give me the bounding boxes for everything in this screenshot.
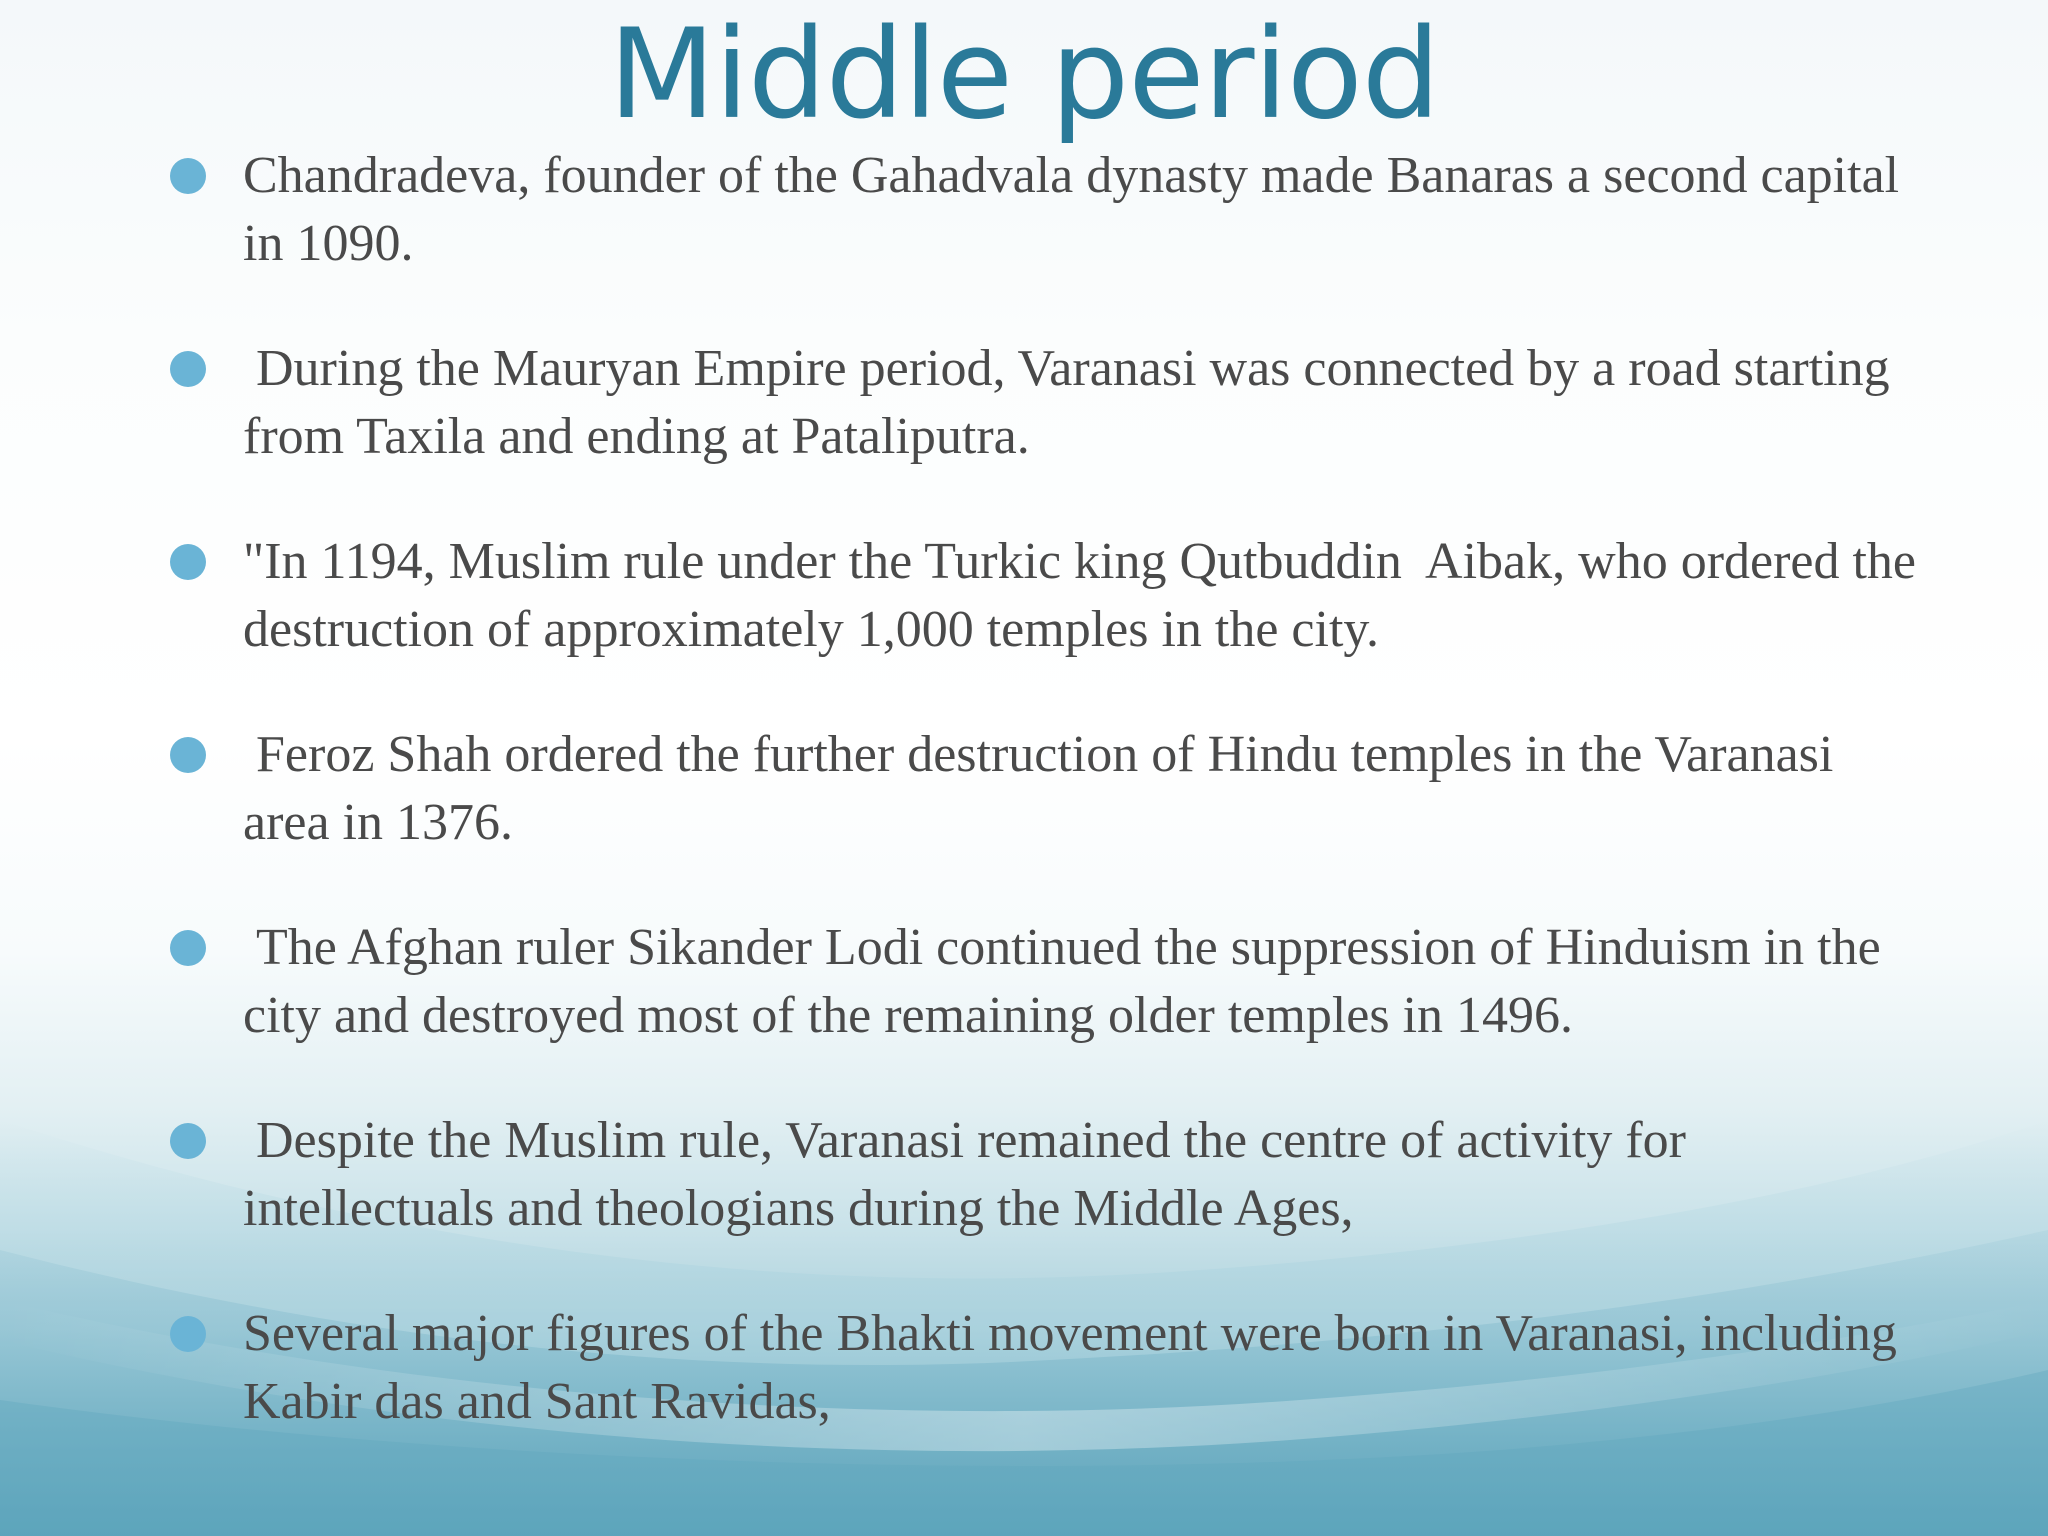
bullet-dot-icon bbox=[170, 158, 206, 194]
bullet-text: Despite the Muslim rule, Varanasi remained the centre of activity for intellectuals and theologians during the Middle Ages, bbox=[243, 1112, 1699, 1237]
bullet-item bbox=[170, 335, 1930, 528]
bullet-item bbox=[170, 142, 1930, 335]
slide-title: Middle period bbox=[608, 3, 1440, 147]
bullet-item bbox=[170, 914, 1930, 1107]
bullet-dot-icon bbox=[170, 737, 206, 773]
bullet-text: Several major figures of the Bhakti movement were born in Varanasi, including Kabir das and Sant Ravidas, bbox=[243, 1305, 1910, 1430]
bullet-text: The Afghan ruler Sikander Lodi continued the suppression of Hinduism in the city and destroyed most of the remaining older temples in 1496. bbox=[243, 919, 1894, 1044]
bullet-dot-icon bbox=[170, 1123, 206, 1159]
bullet-item bbox=[170, 528, 1930, 721]
bullet-item bbox=[170, 1107, 1930, 1300]
bullet-list bbox=[170, 142, 1930, 1493]
bullet-text: Chandradeva, founder of the Gahadvala dynasty made Banaras a second capital in 1090. bbox=[243, 147, 1913, 272]
bullet-text: During the Mauryan Empire period, Varanasi was connected by a road starting from Taxila and ending at Pataliputra. bbox=[243, 340, 1903, 465]
bullet-item bbox=[170, 721, 1930, 914]
bullet-text: "In 1194, Muslim rule under the Turkic king Qutbuddin Aibak, who ordered the destruction of approximately 1,000 temples in the city. bbox=[243, 533, 1930, 658]
bullet-dot-icon bbox=[170, 544, 206, 580]
bullet-dot-icon bbox=[170, 1316, 206, 1352]
bullet-dot-icon bbox=[170, 351, 206, 387]
bullet-text: Feroz Shah ordered the further destruction of Hindu temples in the Varanasi area in 1376. bbox=[243, 726, 1847, 851]
bullet-item bbox=[170, 1300, 1930, 1493]
bullet-dot-icon bbox=[170, 930, 206, 966]
